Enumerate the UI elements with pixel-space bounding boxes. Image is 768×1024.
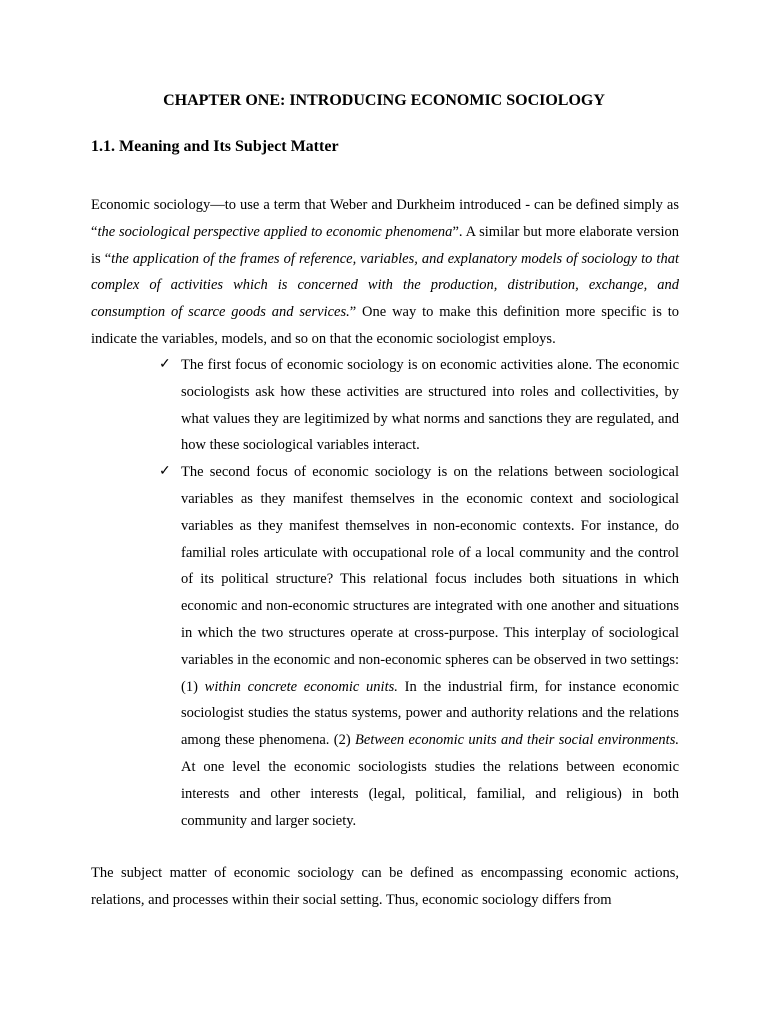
list-item <box>155 352 679 459</box>
paragraph-quote: the application of the frames of reference, variables, and explanatory models of sociology to that complex of activities which is concerned with the production, distribution, exchange, and consumption of scarce goods and services. <box>91 250 679 321</box>
list-item-text: At one level the economic sociologists studies the relations between economic interests and other interests (legal, political, familial, and religious) in both community and larger society. <box>181 758 679 829</box>
check-icon: ✓ <box>159 357 171 372</box>
list-item-text: In the industrial firm, for instance economic sociologist studies the status systems, power and authority relations and the relations among these phenomena. (2) <box>181 678 679 749</box>
paragraph-definition <box>91 192 679 353</box>
paragraph-text: Economic sociology—to use a term that Weber and Durkheim introduced - can be defined simply as “ <box>91 197 679 240</box>
list-item <box>155 459 679 834</box>
list-item-emphasis: Between economic units and their social environments. <box>355 732 679 749</box>
paragraph-subject-matter: The subject matter of economic sociology can be defined as encompassing economic actions, relations, and processes within their social setting. Thus, economic sociology differs from <box>91 865 679 908</box>
check-icon: ✓ <box>159 464 171 480</box>
list-item-emphasis: within concrete economic units. <box>204 678 398 695</box>
paragraph-quote: the sociological perspective applied to economic phenomena <box>97 223 453 240</box>
paragraph-text: ” One way to make this definition more specific is to indicate the variables, models, and so on that the economic sociologist employs. <box>91 304 679 347</box>
section-heading: 1.1. Meaning and Its Subject Matter <box>91 138 339 155</box>
chapter-title: CHAPTER ONE: INTRODUCING ECONOMIC SOCIOLOGY <box>163 92 605 109</box>
focus-list <box>155 352 679 834</box>
list-item-text: The second focus of economic sociology is on the relations between sociological variables as they manifest themselves in the economic context and sociological variables as they manifest themselves in non-economic contexts. For instance, do familial roles articulate with occupational role of a local community and the control of its political structure? This relational focus includes both situations in which economic and non-economic structures are integrated with one another and situations in which the two structures operate at cross-purpose. This interplay of sociological variables in the economic and non-economic spheres can be observed in two settings: (1) <box>181 464 679 695</box>
paragraph-text: ”. A similar but more elaborate version is “ <box>91 223 679 267</box>
list-item-text: The first focus of economic sociology is on economic activities alone. The economic sociologists ask how these activities are structured into roles and collectivities, by what values they are legitimized by what norms and sanctions they are regulated, and how these sociological variables interact. <box>181 357 679 454</box>
